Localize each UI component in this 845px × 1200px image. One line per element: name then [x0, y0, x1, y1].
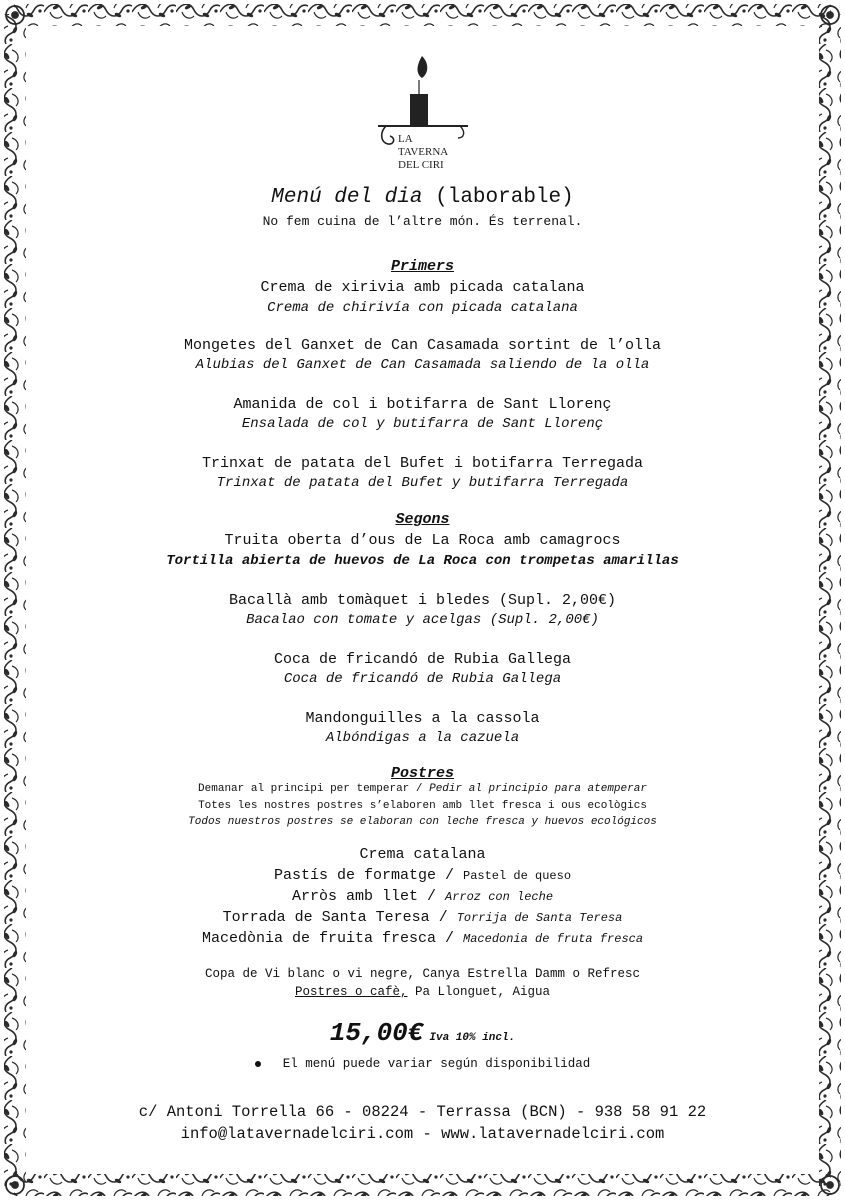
dessert-item: [0, 867, 845, 884]
dessert-item: [0, 846, 845, 863]
dessert-es: Pastel de queso: [463, 869, 572, 883]
dish-es: Trinxat de patata del Bufet y butifarra Terregada: [216, 475, 629, 491]
dessert-note-ca: Totes les nostres postres s’elaboren amb llet fresca i ous ecològics: [198, 800, 647, 812]
dish-es: Coca de fricandó de Rubia Gallega: [283, 671, 562, 687]
tagline: No fem cuina de l’altre món. És terrenal.: [262, 214, 583, 229]
separator: /: [435, 867, 463, 884]
disclaimer: [0, 1057, 845, 1071]
included-extras-rest: Pa Llonguet, Aigua: [407, 985, 551, 999]
separator: /: [409, 783, 430, 795]
dessert-ca: Torrada de Santa Teresa: [222, 909, 430, 926]
dish-ca: Trinxat de patata del Bufet i botifarra Terregada: [201, 455, 644, 472]
menu-title-main: Menú del dia: [271, 186, 423, 209]
dish-es: Crema de chirivía con picada catalana: [267, 300, 578, 316]
dessert-note-es: Pedir al principio para atemperar: [429, 783, 647, 795]
dish-es: Bacalao con tomate y acelgas (Supl. 2,00€): [246, 612, 599, 628]
dessert-item: [0, 930, 845, 947]
bullet-icon: [255, 1061, 261, 1067]
logo-line-1: LA: [398, 133, 413, 145]
included-extras: [0, 985, 845, 999]
separator: /: [417, 888, 445, 905]
dish-es: Alubias del Ganxet de Can Casamada saliendo de la olla: [195, 357, 650, 373]
dish-es: Albóndigas a la cazuela: [325, 730, 520, 746]
dessert-ca: Macedònia de fruita fresca: [201, 930, 436, 947]
dish-es: Tortilla abierta de huevos de La Roca con trompetas amarillas: [166, 553, 679, 569]
candle-icon: [410, 94, 428, 126]
footer-address: c/ Antoni Torrella 66 - 08224 - Terrassa (BCN) - 938 58 91 22: [138, 1103, 707, 1121]
disclaimer-text: El menú puede variar según disponibilidad: [282, 1057, 591, 1071]
price-amount: 15,00€: [329, 1018, 424, 1048]
section-heading-postres: Postres: [390, 765, 454, 782]
price-tax-note: Iva 10% incl.: [429, 1032, 516, 1044]
menu-title-suffix: (laborable): [435, 186, 574, 209]
menu-title: [0, 186, 845, 209]
dish-es: Ensalada de col y butifarra de Sant Llorenç: [241, 416, 604, 432]
dessert-es: Torrija de Santa Teresa: [456, 911, 623, 925]
section-heading-segons: Segons: [395, 511, 450, 528]
footer-contact: info@latavernadelciri.com - www.latavernadelciri.com: [180, 1125, 665, 1143]
dessert-es: Arroz con leche: [445, 890, 554, 904]
dish-ca: Crema de xirivia amb picada catalana: [260, 279, 585, 296]
included-drinks: Copa de Vi blanc o vi negre, Canya Estrella Damm o Refresc: [204, 967, 641, 981]
included-extras-underlined: Postres o cafè,: [294, 985, 408, 999]
dessert-ca: Arròs amb llet: [291, 888, 418, 905]
candle-logo: [372, 52, 482, 182]
dessert-ca: Crema catalana: [359, 846, 486, 863]
logo-line-2: TAVERNA: [398, 146, 449, 158]
dish-ca: Mongetes del Ganxet de Can Casamada sortint de l’olla: [183, 337, 662, 354]
dessert-item: [0, 888, 845, 905]
separator: /: [429, 909, 457, 926]
dish-ca: Coca de fricandó de Rubia Gallega: [273, 651, 572, 668]
dessert-note-ca: Demanar al principi per temperar: [198, 783, 410, 795]
logo-line-3: DEL CIRI: [398, 159, 444, 171]
price-line: [0, 1018, 845, 1048]
dish-ca: Bacallà amb tomàquet i bledes (Supl. 2,00€): [228, 592, 617, 609]
dish-ca: Mandonguilles a la cassola: [305, 710, 540, 727]
dessert-es: Macedonia de fruta fresca: [463, 932, 644, 946]
separator: /: [436, 930, 464, 947]
dessert-ca: Pastís de formatge: [273, 867, 436, 884]
dish-ca: Amanida de col i botifarra de Sant Llorenç: [233, 396, 612, 413]
candle-flame-icon: [418, 56, 428, 78]
section-heading-primers: Primers: [390, 258, 454, 275]
dish-ca: Truita oberta d’ous de La Roca amb camagrocs: [224, 532, 621, 549]
dessert-note: [0, 783, 845, 795]
dessert-item: [0, 909, 845, 926]
dessert-note-es: Todos nuestros postres se elaboran con leche fresca y huevos ecológicos: [188, 816, 657, 828]
